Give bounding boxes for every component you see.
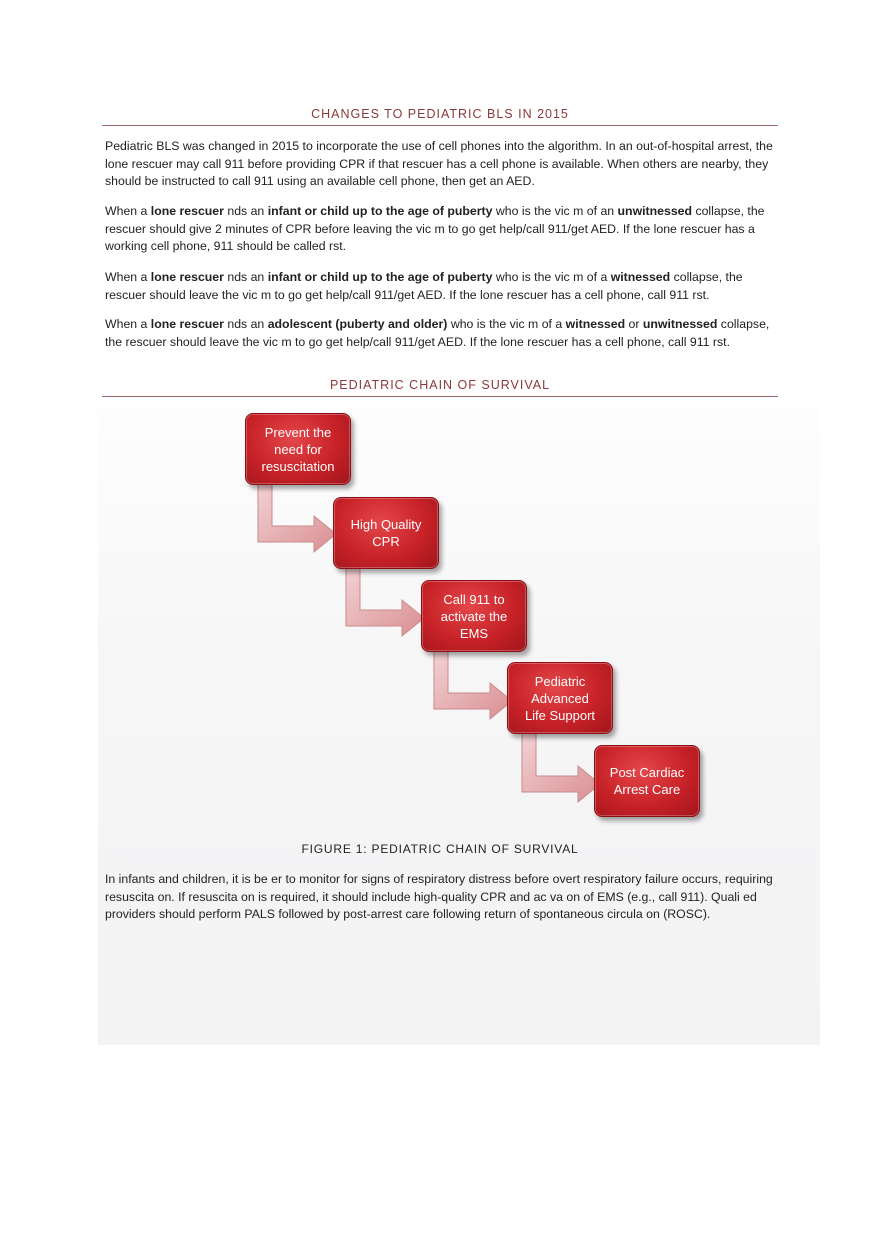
paragraph-closing: In infants and children, it is be er to monitor for signs of respiratory distress before overt respiratory failure occurs, requiring resuscita on. If resuscita on is required, it should include high-quality CPR and ac va on of EMS (e.g., call 911). Quali ed providers should perform PALS followed by post-arrest care following return of spontaneous circula on (ROSC). bbox=[105, 872, 773, 921]
chain-step-prevention: Prevent the need for resuscitation bbox=[245, 413, 351, 485]
chain-step-call-911: Call 911 to activate the EMS bbox=[421, 580, 527, 652]
figure-caption: FIGURE 1: PEDIATRIC CHAIN OF SURVIVAL bbox=[301, 842, 579, 856]
paragraph-unwitnessed-child: When a lone rescuer nds an infant or child up to the age of puberty who is the vic m of an unwitnessed collapse, the rescuer should give 2 minutes of CPR before leaving the vic m to go get help/call 911/get AED. If the lone rescuer has a working cell phone, 911 should be called rst. bbox=[105, 204, 765, 253]
chain-step-cpr: High Quality CPR bbox=[333, 497, 439, 569]
paragraph-intro: Pediatric BLS was changed in 2015 to incorporate the use of cell phones into the algorithm. In an out-of-hospital arrest, the lone rescuer may call 911 before providing CPR if that rescuer has a cell phone is available. When others are nearby, they should be instructed to call 911 using an available cell phone, then get an AED. bbox=[105, 139, 773, 188]
paragraph-adolescent: When a lone rescuer nds an adolescent (puberty and older) who is the vic m of a witnessed or unwitnessed collapse, the rescuer should leave the vic m to go get help/call 911/get AED. If the lone rescuer has a cell phone, call 911 rst. bbox=[105, 317, 770, 349]
chain-step-post-arrest: Post Cardiac Arrest Care bbox=[594, 745, 700, 817]
arrow-3-icon bbox=[428, 649, 518, 721]
heading-rule bbox=[102, 125, 778, 126]
paragraph-witnessed-child: When a lone rescuer nds an infant or child up to the age of puberty who is the vic m of a witnessed collapse, the rescuer should leave the vic m to go get help/call 911/get AED. If the lone rescuer has a cell phone, call 911 rst. bbox=[105, 270, 743, 302]
arrow-4-icon bbox=[516, 732, 606, 804]
section-heading-changes: CHANGES TO PEDIATRIC BLS IN 2015 bbox=[311, 107, 569, 121]
arrow-1-icon bbox=[252, 482, 342, 554]
section-heading-chain: PEDIATRIC CHAIN OF SURVIVAL bbox=[329, 378, 551, 392]
chain-step-pals: Pediatric Advanced Life Support bbox=[507, 662, 613, 734]
heading-rule-2 bbox=[102, 396, 778, 397]
arrow-2-icon bbox=[340, 566, 430, 638]
